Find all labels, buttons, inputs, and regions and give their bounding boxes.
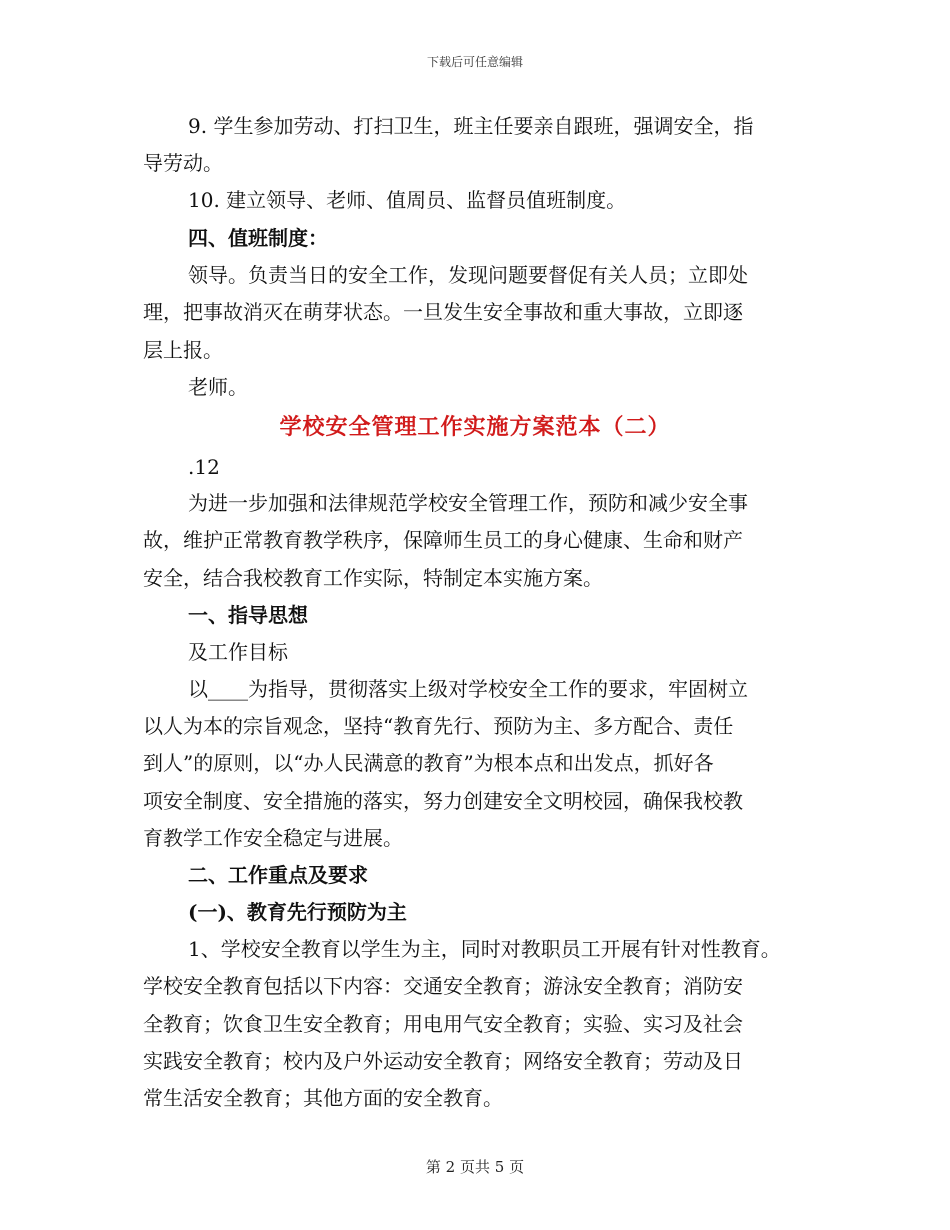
text-line: 故，维护正常教育教学秩序，保障师生员工的身心健康、生命和财产 (143, 528, 743, 552)
text-line: 1、学校安全教育以学生为主，同时对教职员工开展有针对性教育。 (188, 937, 781, 961)
text-line: 10. 建立领导、老师、值周员、监督员值班制度。 (188, 188, 627, 212)
text-line: 到人”的原则，以“办人民满意的教育”为根本点和出发点，抓好各 (143, 751, 714, 775)
text-line: 领导。负责当日的安全工作，发现问题要督促有关人员；立即处 (188, 263, 748, 287)
text-line: 以人为本的宗旨观念，坚持“教育先行、预防为主、多方配合、责任 (143, 714, 734, 738)
text-line: 安全，结合我校教育工作实际，特制定本实施方案。 (143, 566, 603, 590)
document-title: 学校安全管理工作实施方案范本（二） (279, 414, 671, 440)
section-subheading: (一)、教育先行预防为主 (188, 900, 407, 924)
text-line: 老师。 (188, 375, 248, 399)
text-line: 学校安全教育包括以下内容：交通安全教育；游泳安全教育；消防安 (143, 974, 743, 998)
text-line: 常生活安全教育；其他方面的安全教育。 (143, 1086, 503, 1110)
text-line: 及工作目标 (188, 640, 288, 664)
page-header: 下载后可任意编辑 (426, 55, 523, 69)
text-line: 层上报。 (143, 338, 223, 362)
text-line: 育教学工作安全稳定与进展。 (143, 826, 403, 850)
text-line: 导劳动。 (143, 151, 223, 175)
text-line: 项安全制度、安全措施的落实，努力创建安全文明校园，确保我校教 (143, 789, 743, 813)
text-line: 9. 学生参加劳动、打扫卫生，班主任要亲自跟班，强调安全，指 (188, 114, 754, 138)
text-line: 以____为指导，贯彻落实上级对学校安全工作的要求，牢固树立 (188, 677, 748, 701)
section-heading: 四、值班制度： (188, 226, 328, 250)
page-footer: 第 2 页共 5 页 (425, 1158, 525, 1176)
text-line: 为进一步加强和法律规范学校安全管理工作，预防和减少安全事 (188, 491, 748, 515)
section-heading: 一、指导思想 (188, 603, 308, 627)
text-line: 实践安全教育；校内及户外运动安全教育；网络安全教育；劳动及日 (143, 1049, 743, 1073)
text-line: 理，把事故消灭在萌芽状态。一旦发生安全事故和重大事故，立即逐 (143, 300, 743, 324)
text-line: 全教育；饮食卫生安全教育；用电用气安全教育；实验、实习及社会 (143, 1012, 743, 1036)
text-line: .12 (188, 455, 220, 479)
section-heading: 二、工作重点及要求 (188, 863, 368, 887)
